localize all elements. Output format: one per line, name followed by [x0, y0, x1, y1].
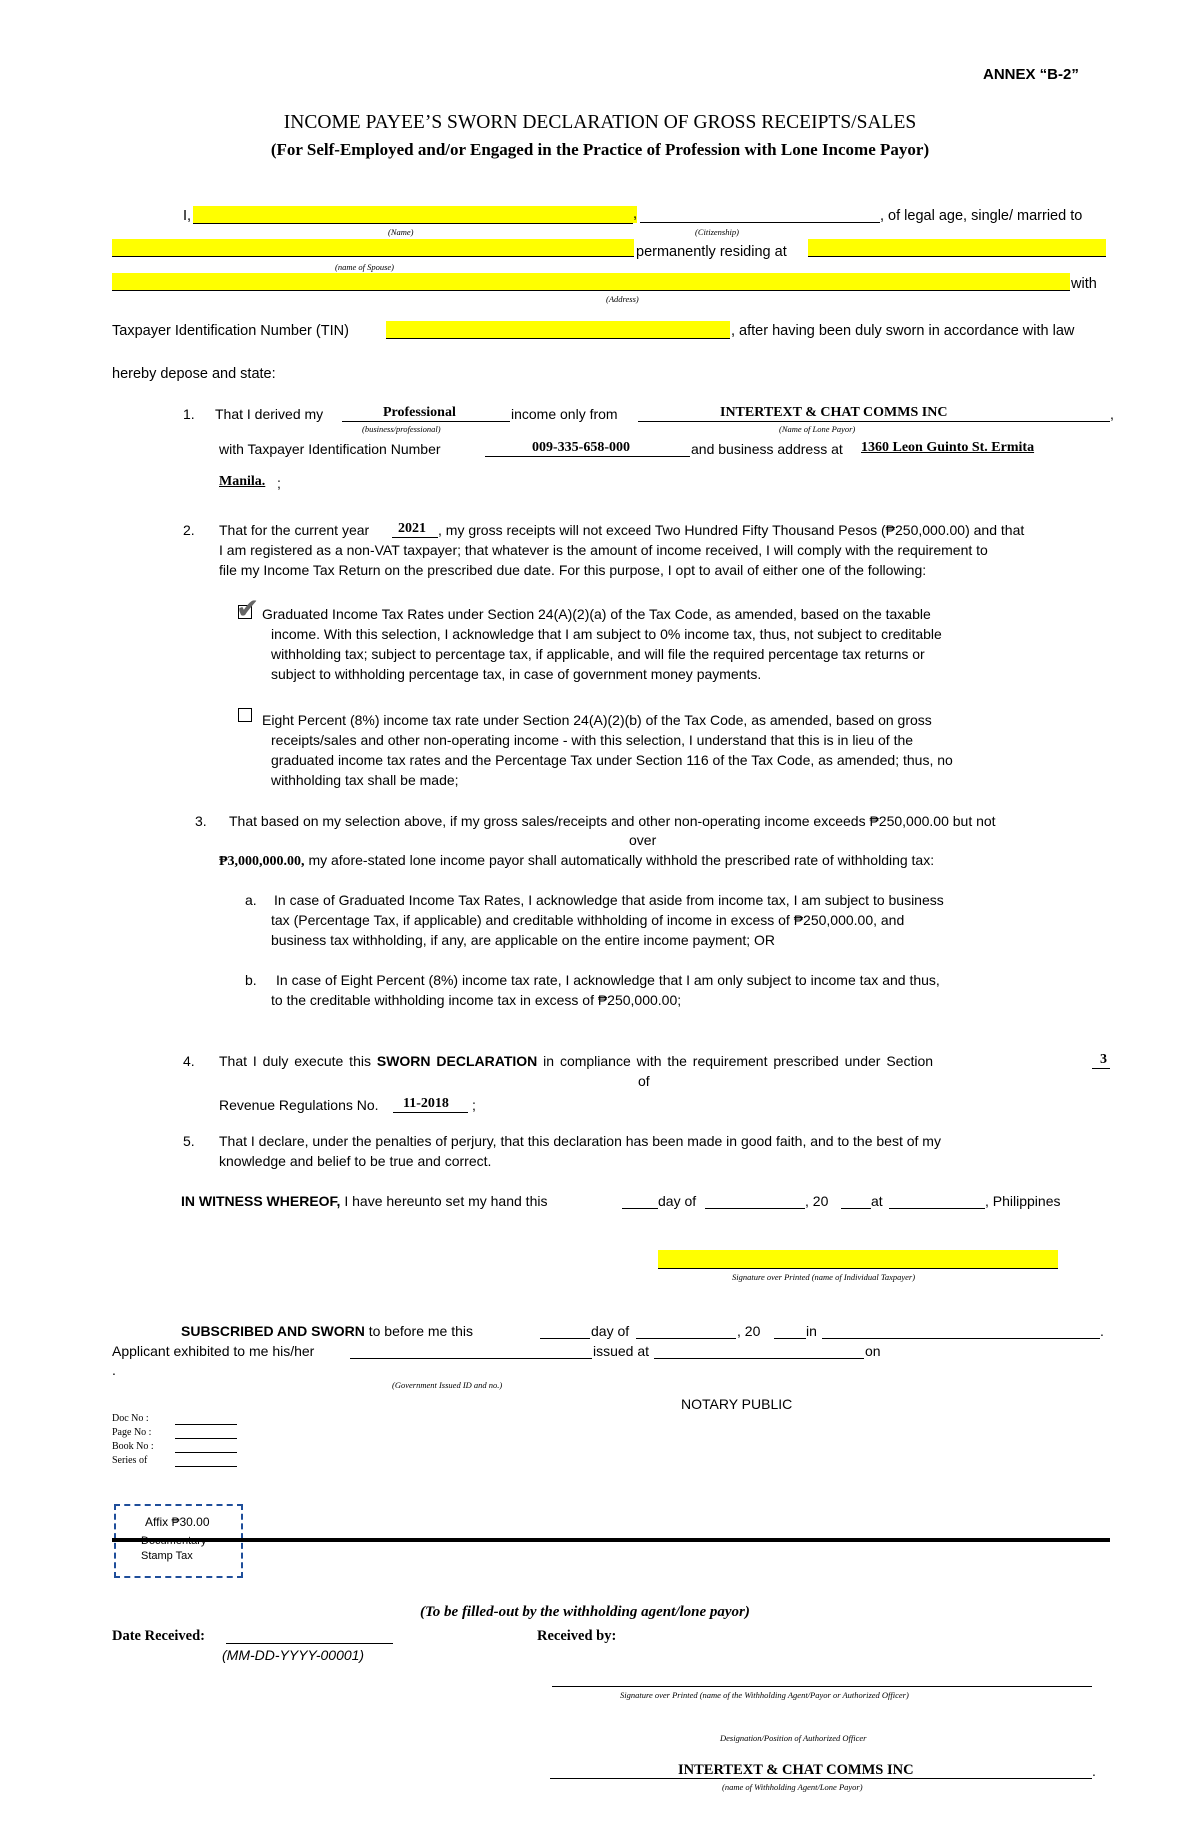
subscribed-heading: SUBSCRIBED AND SWORN: [181, 1323, 365, 1339]
section-divider: [112, 1538, 1110, 1542]
agent-signature-caption: Signature over Printed (name of the Withholding Agent/Payor or Authorized Officer): [620, 1690, 909, 1700]
date-format-hint: (MM-DD-YYYY-00001): [222, 1647, 365, 1663]
item3a-line2: tax (Percentage Tax, if applicable) and creditable withholding of income in excess of ₱250,000.00, and: [271, 912, 905, 928]
series-field[interactable]: [175, 1466, 237, 1467]
tin-field[interactable]: [386, 321, 730, 339]
witness-twenty: , 20: [805, 1193, 829, 1209]
current-year: 2021: [398, 521, 426, 536]
witness-text-a: I have hereunto set my hand this: [340, 1193, 548, 1209]
book-no-field[interactable]: [175, 1452, 237, 1453]
item3-number: 3.: [195, 813, 207, 829]
spouse-caption: (name of Spouse): [335, 262, 395, 272]
name-caption: (Name): [388, 227, 414, 237]
item1-comma: ,: [1110, 406, 1114, 422]
item2-text-a: That for the current year: [219, 522, 370, 538]
opt1-line4: subject to withholding percentage tax, in case of government money payments.: [271, 666, 762, 682]
tin-label: Taxpayer Identification Number (TIN): [112, 323, 349, 339]
item3b-line1: In case of Eight Percent (8%) income tax rate, I acknowledge that I am only subject to income tax and thus,: [276, 972, 940, 988]
business-address-line1: 1360 Leon Guinto St. Ermita: [861, 440, 1035, 455]
item3-line1: That based on my selection above, if my gross sales/receipts and other non-operating income exceeds ₱250,000.00 but not: [229, 813, 996, 829]
business-type: Professional: [383, 405, 456, 420]
item3a-label: a.: [245, 892, 257, 908]
address-field[interactable]: [112, 273, 1070, 291]
rr-number: 11-2018: [403, 1096, 449, 1111]
name-field[interactable]: [193, 206, 633, 224]
witness-place-field[interactable]: [889, 1208, 985, 1209]
notary-public-label: NOTARY PUBLIC: [681, 1396, 793, 1412]
payor-caption: (Name of Lone Payor): [779, 424, 856, 434]
depose-text: hereby depose and state:: [112, 366, 276, 382]
witness-year-field[interactable]: [841, 1208, 871, 1209]
comma: ,: [633, 206, 638, 222]
business-address-line2: Manila.: [219, 474, 266, 489]
item1-text-d: and business address at: [691, 441, 843, 457]
item1-number: 1.: [183, 406, 195, 422]
item5-line1: That I declare, under the penalties of perjury, that this declaration has been made in good faith, and to the best of my: [219, 1133, 941, 1149]
item4-text-c: Revenue Regulations No.: [219, 1097, 379, 1113]
witness-month-field[interactable]: [705, 1208, 805, 1209]
tin-after-text: , after having been duly sworn in accordance with law: [731, 323, 1075, 339]
residence-field[interactable]: [808, 239, 1106, 257]
subscribed-day-of: day of: [591, 1323, 630, 1339]
address-caption: (Address): [606, 294, 639, 304]
opt2-line1: Eight Percent (8%) income tax rate under Section 24(A)(2)(b) of the Tax Code, as amended, based on gross: [262, 712, 932, 728]
subscribed-period: .: [1100, 1323, 1104, 1339]
item1-text-c: with Taxpayer Identification Number: [219, 441, 441, 457]
item3a-line3: business tax withholding, if any, are applicable on the entire income payment; OR: [271, 932, 776, 948]
subscribed-in: in: [806, 1323, 817, 1339]
threshold-amount: ₱3,000,000.00,: [219, 854, 305, 869]
government-id-field[interactable]: [350, 1358, 592, 1359]
annex-label: ANNEX “B-2”: [983, 66, 1079, 83]
item3-line2-rest: my afore-stated lone income payor shall automatically withhold the prescribed rate of withholding tax:: [304, 852, 935, 868]
section-number: 3: [1100, 1052, 1107, 1067]
sworn-declaration: SWORN DECLARATION: [376, 1053, 538, 1069]
item3b-label: b.: [245, 972, 257, 988]
payor-tin: 009-335-658-000: [532, 440, 630, 455]
series-label: Series of: [112, 1455, 148, 1466]
item2-line1-rest: , my gross receipts will not exceed Two Hundred Fifty Thousand Pesos (₱250,000.00) and that: [438, 522, 1025, 538]
residing-text: permanently residing at: [636, 244, 787, 260]
taxpayer-signature-caption: Signature over Printed (name of Individual Taxpayer): [732, 1272, 916, 1282]
item1-text-a: That I derived my: [215, 406, 324, 422]
company-period: .: [1092, 1763, 1096, 1779]
eight-percent-checkbox[interactable]: [238, 708, 252, 722]
item2-number: 2.: [183, 522, 195, 538]
opt1-line1: Graduated Income Tax Rates under Section 24(A)(2)(a) of the Tax Code, as amended, based on the taxable: [262, 606, 931, 622]
doc-no-label: Doc No :: [112, 1413, 149, 1424]
subscribed-month-field[interactable]: [636, 1338, 736, 1339]
citizenship-field[interactable]: [640, 222, 880, 223]
checkmark-icon: ✔: [236, 592, 260, 625]
opt1-line2: income. With this selection, I acknowledge that I am subject to 0% income tax, thus, not subject to creditable: [271, 626, 942, 642]
item4-of: of: [638, 1073, 650, 1089]
spouse-field[interactable]: [112, 239, 634, 257]
item2-line3: file my Income Tax Return on the prescribed due date. For this purpose, I opt to avail of either one of the following:: [219, 562, 927, 578]
item4-text-b: in compliance with the requirement prescribed under Section: [537, 1053, 934, 1069]
subscribed-place-field[interactable]: [822, 1338, 1100, 1339]
date-received-label: Date Received:: [112, 1628, 205, 1644]
item4-semicolon: ;: [472, 1097, 476, 1113]
item4-text-a: That I duly execute this: [219, 1053, 377, 1069]
subscribed-text-a: to before me this: [364, 1323, 473, 1339]
with-text: with: [1071, 276, 1097, 292]
item5-line2: knowledge and belief to be true and correct.: [219, 1153, 492, 1169]
business-caption: (business/professional): [362, 424, 441, 434]
applicant-text: Applicant exhibited to me his/her: [112, 1343, 315, 1359]
government-id-caption: (Government Issued ID and no.): [392, 1380, 503, 1390]
opt2-line3: graduated income tax rates and the Percentage Tax under Section 116 of the Tax Code, as amended; thus, no: [271, 752, 953, 768]
stamp-affix: Affix ₱30.00: [145, 1515, 210, 1529]
item5-number: 5.: [183, 1133, 195, 1149]
doc-no-field[interactable]: [175, 1424, 237, 1425]
item3-over: over: [629, 832, 657, 848]
issued-at-text: issued at: [593, 1343, 650, 1359]
received-by-label: Received by:: [537, 1628, 617, 1644]
witness-day-field[interactable]: [622, 1208, 658, 1209]
book-no-label: Book No :: [112, 1441, 154, 1452]
agent-heading: (To be filled-out by the withholding agent/lone payor): [420, 1604, 750, 1620]
legal-age-text: , of legal age, single/ married to: [880, 208, 1083, 224]
subscribed-year-field[interactable]: [774, 1338, 806, 1339]
item1-semicolon: ;: [277, 475, 281, 491]
agent-signature-field[interactable]: [552, 1686, 1092, 1687]
opt2-line2: receipts/sales and other non-operating income - with this selection, I understand that this is in lieu of the: [271, 732, 914, 748]
witness-day-of: day of: [658, 1193, 697, 1209]
on-text: on: [865, 1343, 881, 1359]
stamp-tax: Stamp Tax: [141, 1550, 193, 1562]
subscribed-twenty: , 20: [737, 1323, 761, 1339]
opt1-line3: withholding tax; subject to percentage tax, if applicable, and will file the required percentage tax returns or: [271, 646, 925, 662]
opt2-line4: withholding tax shall be made;: [271, 772, 459, 788]
witness-heading: IN WITNESS WHEREOF,: [181, 1193, 341, 1209]
item3b-line2: to the creditable withholding income tax in excess of ₱250,000.00;: [271, 992, 682, 1008]
page-subtitle: (For Self-Employed and/or Engaged in the Practice of Profession with Lone Income Payor): [270, 140, 930, 159]
item1-text-b: income only from: [511, 406, 618, 422]
page-no-field[interactable]: [175, 1438, 237, 1439]
item3a-line1: In case of Graduated Income Tax Rates, I acknowledge that aside from income tax, I am subject to business: [274, 892, 944, 908]
citizenship-caption: (Citizenship): [695, 227, 739, 237]
company-caption: (name of Withholding Agent/Lone Payor): [722, 1782, 863, 1792]
witness-at: at: [871, 1193, 883, 1209]
item4-number: 4.: [183, 1053, 195, 1069]
item2-line2: I am registered as a non-VAT taxpayer; that whatever is the amount of income received, I will comply with the requirement to: [219, 542, 988, 558]
withholding-agent-name: INTERTEXT & CHAT COMMS INC: [678, 1762, 914, 1778]
applicant-dot: .: [112, 1362, 116, 1378]
i-label: I,: [183, 208, 192, 224]
taxpayer-signature-field[interactable]: [658, 1250, 1058, 1269]
date-received-field[interactable]: [226, 1643, 393, 1644]
page-title: INCOME PAYEE’S SWORN DECLARATION OF GROSS RECEIPTS/SALES: [283, 112, 917, 133]
designation-caption: Designation/Position of Authorized Officer: [720, 1733, 867, 1743]
subscribed-day-field[interactable]: [540, 1338, 590, 1339]
lone-payor-name: INTERTEXT & CHAT COMMS INC: [720, 405, 948, 420]
witness-philippines: , Philippines: [985, 1193, 1061, 1209]
page-no-label: Page No :: [112, 1427, 152, 1438]
issued-at-field[interactable]: [654, 1358, 864, 1359]
